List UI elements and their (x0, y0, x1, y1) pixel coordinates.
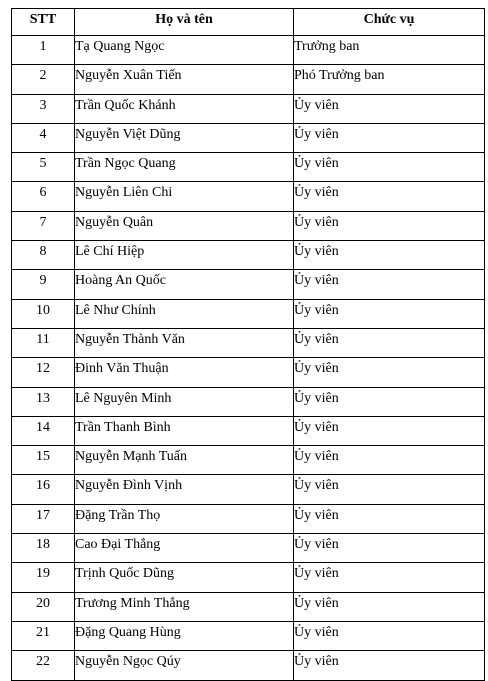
role-cell: Phó Trưởng ban (294, 65, 485, 94)
name-cell: Trần Ngọc Quang (75, 153, 294, 182)
stt-cell: 13 (12, 387, 75, 416)
role-cell: Ủy viên (294, 563, 485, 592)
name-cell: Cao Đại Thắng (75, 534, 294, 563)
stt-cell: 8 (12, 241, 75, 270)
table-row (12, 94, 485, 123)
role-cell: Ủy viên (294, 621, 485, 650)
table-row (12, 123, 485, 152)
role-cell: Ủy viên (294, 592, 485, 621)
table-row (12, 446, 485, 475)
table-row (12, 241, 485, 270)
stt-cell: 18 (12, 534, 75, 563)
stt-cell: 1 (12, 36, 75, 65)
table-row (12, 592, 485, 621)
stt-cell: 2 (12, 65, 75, 94)
table-row (12, 270, 485, 299)
table-row (12, 504, 485, 533)
table-row (12, 358, 485, 387)
name-cell: Nguyễn Việt Dũng (75, 123, 294, 152)
stt-cell: 6 (12, 182, 75, 211)
stt-cell: 15 (12, 446, 75, 475)
stt-cell: 14 (12, 416, 75, 445)
role-cell: Ủy viên (294, 534, 485, 563)
role-cell: Ủy viên (294, 94, 485, 123)
table-row (12, 328, 485, 357)
stt-cell: 9 (12, 270, 75, 299)
role-cell: Ủy viên (294, 475, 485, 504)
header-name: Họ và tên (75, 9, 294, 36)
name-cell: Đặng Trần Thọ (75, 504, 294, 533)
name-cell: Lê Như Chính (75, 299, 294, 328)
stt-cell: 21 (12, 621, 75, 650)
member-table (11, 8, 485, 681)
table-row (12, 182, 485, 211)
stt-cell: 19 (12, 563, 75, 592)
stt-cell: 17 (12, 504, 75, 533)
name-cell: Nguyễn Xuân Tiến (75, 65, 294, 94)
name-cell: Đặng Quang Hùng (75, 621, 294, 650)
stt-cell: 11 (12, 328, 75, 357)
header-role: Chức vụ (294, 9, 485, 36)
table-row (12, 475, 485, 504)
table-row (12, 416, 485, 445)
name-cell: Lê Chí Hiệp (75, 241, 294, 270)
header-row (12, 9, 485, 36)
role-cell: Ủy viên (294, 270, 485, 299)
role-cell: Ủy viên (294, 123, 485, 152)
name-cell: Trương Minh Thắng (75, 592, 294, 621)
name-cell: Lê Nguyên Minh (75, 387, 294, 416)
table-header (12, 9, 485, 36)
table-row (12, 36, 485, 65)
table-row (12, 563, 485, 592)
stt-cell: 4 (12, 123, 75, 152)
role-cell: Ủy viên (294, 211, 485, 240)
role-cell: Ủy viên (294, 651, 485, 680)
table-row (12, 621, 485, 650)
header-stt: STT (12, 9, 75, 36)
stt-cell: 22 (12, 651, 75, 680)
table-row (12, 387, 485, 416)
role-cell: Ủy viên (294, 328, 485, 357)
role-cell: Ủy viên (294, 299, 485, 328)
table-row (12, 534, 485, 563)
role-cell: Ủy viên (294, 241, 485, 270)
name-cell: Trần Thanh Bình (75, 416, 294, 445)
role-cell: Ủy viên (294, 182, 485, 211)
table-row (12, 299, 485, 328)
stt-cell: 20 (12, 592, 75, 621)
name-cell: Hoàng An Quốc (75, 270, 294, 299)
table-row (12, 651, 485, 680)
name-cell: Tạ Quang Ngọc (75, 36, 294, 65)
stt-cell: 16 (12, 475, 75, 504)
stt-cell: 3 (12, 94, 75, 123)
stt-cell: 7 (12, 211, 75, 240)
table-row (12, 153, 485, 182)
role-cell: Ủy viên (294, 446, 485, 475)
role-cell: Trưởng ban (294, 36, 485, 65)
table-body (12, 36, 485, 681)
role-cell: Ủy viên (294, 358, 485, 387)
name-cell: Đinh Văn Thuận (75, 358, 294, 387)
role-cell: Ủy viên (294, 153, 485, 182)
name-cell: Nguyễn Đình Vịnh (75, 475, 294, 504)
name-cell: Nguyễn Liên Chi (75, 182, 294, 211)
table-row (12, 65, 485, 94)
role-cell: Ủy viên (294, 387, 485, 416)
role-cell: Ủy viên (294, 416, 485, 445)
name-cell: Trịnh Quốc Dũng (75, 563, 294, 592)
stt-cell: 12 (12, 358, 75, 387)
stt-cell: 5 (12, 153, 75, 182)
name-cell: Nguyễn Mạnh Tuấn (75, 446, 294, 475)
name-cell: Nguyễn Ngọc Qúy (75, 651, 294, 680)
role-cell: Ủy viên (294, 504, 485, 533)
name-cell: Trần Quốc Khánh (75, 94, 294, 123)
name-cell: Nguyễn Thành Văn (75, 328, 294, 357)
name-cell: Nguyễn Quân (75, 211, 294, 240)
stt-cell: 10 (12, 299, 75, 328)
table-row (12, 211, 485, 240)
